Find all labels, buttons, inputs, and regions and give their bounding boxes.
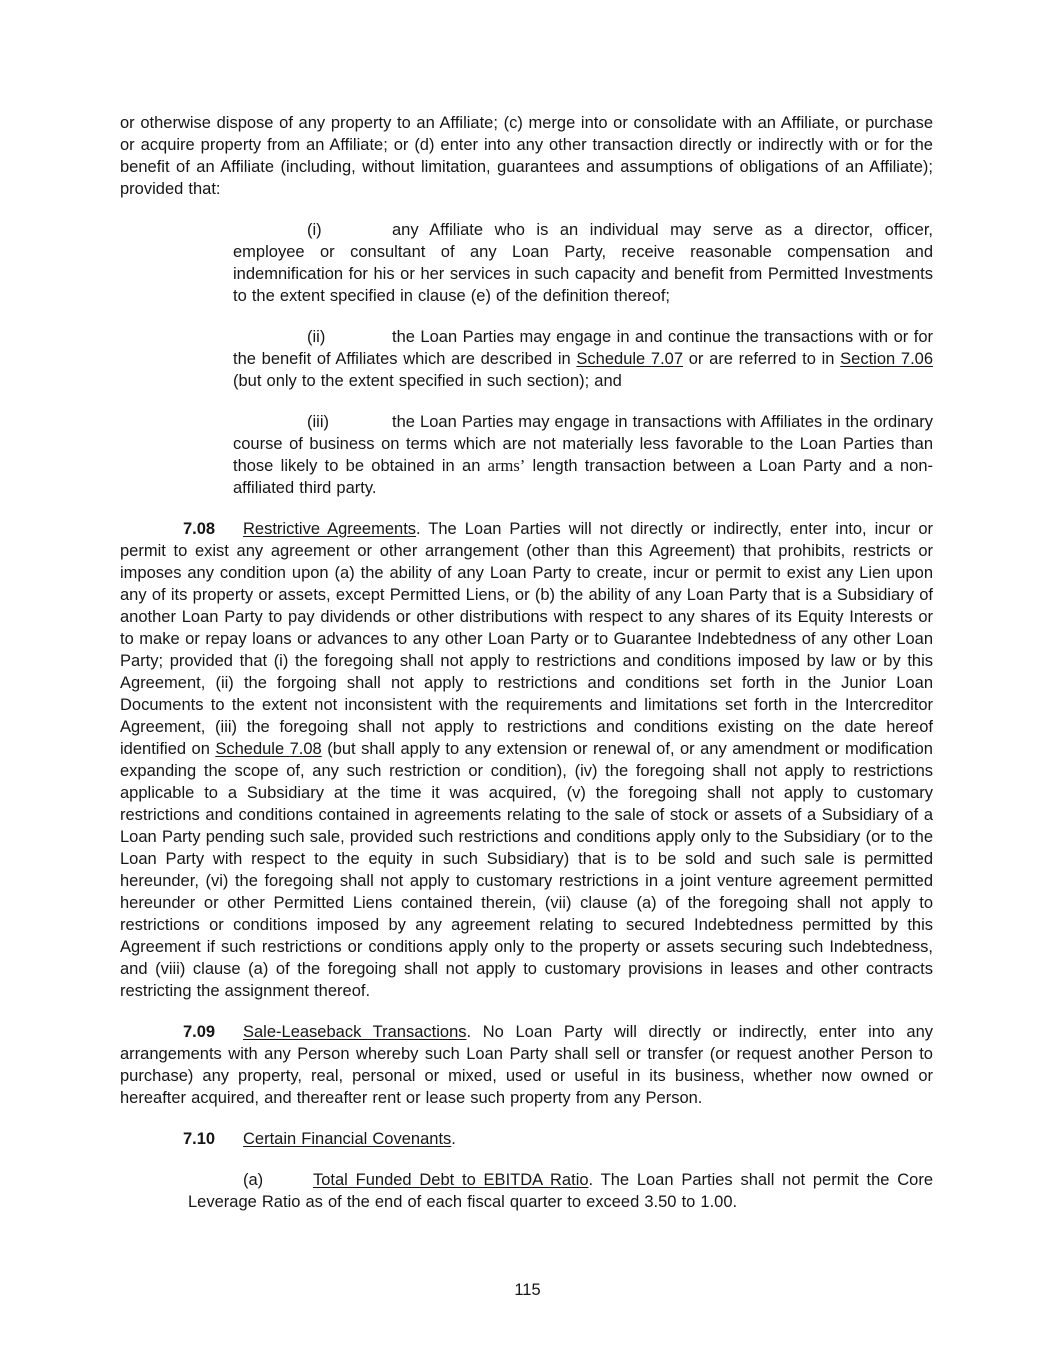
cross-reference-schedule-7-08: Schedule 7.08 bbox=[215, 740, 322, 758]
clause-a-label: (a) bbox=[243, 1171, 264, 1189]
clause-ii-label: (ii) bbox=[307, 328, 326, 346]
clause-ii-text: the Loan Parties may engage in and continue the transactions with or for the benefit of Affiliates which are described in bbox=[233, 328, 933, 368]
section-7-09-heading: Sale-Leaseback Transactions bbox=[243, 1023, 467, 1041]
clause-a-heading: Total Funded Debt to EBITDA Ratio bbox=[313, 1171, 589, 1189]
section-7-08-text: . The Loan Parties will not directly or indirectly, enter into, incur or permit to exist any agreement or other arrangement (other than this Agreement) that prohibits, restricts or imposes any condition upon (a) the ability of any Loan Party to create, incur or permit to exist any Lien upon any of its property or assets, except Permitted Liens, or (b) the ability of any Loan Party that is a Subsidiary of another Loan Party to pay dividends or other distributions with respect to any shares of its Equity Interests or to make or repay loans or advances to any other Loan Party or to Guarantee Indebtedness of any other Loan Party; provided that (i) the foregoing shall not apply to restrictions and conditions imposed by law or by this Agreement, (ii) the forgoing shall not apply to restrictions and conditions set forth in the Junior Loan Documents to the extent not inconsistent with the requirements and limitations set forth in the Intercreditor Agreement, (iii) the foregoing shall not apply to restrictions and conditions existing on the date hereof identified on bbox=[120, 520, 933, 758]
section-7-10-number: 7.10 bbox=[183, 1130, 216, 1148]
cross-reference-schedule-7-07: Schedule 7.07 bbox=[576, 350, 684, 368]
section-7-09-number: 7.09 bbox=[183, 1023, 216, 1041]
cross-reference-section-7-06: Section 7.06 bbox=[840, 350, 934, 368]
clause-a-text: . The Loan Parties shall not permit the Core Leverage Ratio as of the end of each fiscal quarter to exceed 3.50 to 1.00. bbox=[188, 1171, 933, 1211]
clause-i-text: any Affiliate who is an individual may serve as a director, officer, employee or consultant of any Loan Party, receive reasonable compensation and indemnification for his or her services in such capacity and benefit from Permitted Investments to the extent specified in clause (e) of the definition thereof; bbox=[233, 221, 933, 305]
section-7-08-text: (but shall apply to any extension or renewal of, or any amendment or modification expanding the scope of, any such restriction or condition), (iv) the foregoing shall not apply to restrictions applicable to a Subsidiary at the time it was acquired, (v) the foregoing shall not apply to customary restrictions and conditions contained in agreements relating to the sale of stock or assets of a Subsidiary of a Loan Party pending such sale, provided such restrictions and conditions apply only to the Subsidiary (or to the Loan Party with respect to the equity in such Subsidiary) that is to be sold and such sale is permitted hereunder, (vi) the foregoing shall not apply to customary restrictions in a joint venture agreement permitted hereunder or other Permitted Liens contained therein, (vii) clause (a) of the foregoing shall not apply to restrictions or conditions imposed by any agreement relating to secured Indebtedness permitted by this Agreement if such restrictions or conditions apply only to the property or assets securing such Indebtedness, and (viii) clause (a) of the foregoing shall not apply to customary provisions in leases and other contracts restricting the assignment thereof. bbox=[120, 740, 933, 1000]
section-7-08-number: 7.08 bbox=[183, 520, 216, 538]
clause-iii-label: (iii) bbox=[307, 413, 329, 431]
paragraph-affiliate-transactions bbox=[120, 112, 933, 200]
clause-a bbox=[188, 1169, 933, 1213]
clause-iii bbox=[233, 411, 933, 499]
clause-ii-text: (but only to the extent specified in such section); and bbox=[233, 372, 622, 390]
section-7-09 bbox=[120, 1021, 933, 1109]
clause-iii-serif-word: arms’ bbox=[487, 456, 526, 475]
clause-i bbox=[233, 219, 933, 307]
section-7-09-text: . No Loan Party will directly or indirectly, enter into any arrangements with any Person whereby such Loan Party shall sell or transfer (or request another Person to purchase) any property, real, personal or mixed, used or useful in its business, whether now owned or hereafter acquired, and thereafter rent or lease such property from any Person. bbox=[120, 1023, 933, 1107]
section-7-10-text: . bbox=[451, 1130, 456, 1148]
page-number: 115 bbox=[514, 1281, 541, 1299]
section-7-08 bbox=[120, 518, 933, 1002]
clause-iii-text: length transaction between a Loan Party and a non-affiliated third party. bbox=[233, 457, 934, 497]
section-7-08-heading: Restrictive Agreements bbox=[243, 520, 417, 538]
clause-iii-text: the Loan Parties may engage in transactions with Affiliates in the ordinary course of business on terms which are not materially less favorable to the Loan Parties than those likely to be obtained in an bbox=[233, 413, 933, 475]
clause-ii bbox=[233, 326, 933, 392]
document-body bbox=[120, 112, 933, 1213]
section-7-10-heading: Certain Financial Covenants bbox=[243, 1130, 452, 1148]
section-7-10 bbox=[120, 1128, 933, 1150]
clause-i-label: (i) bbox=[307, 221, 322, 239]
paragraph-text: or otherwise dispose of any property to an Affiliate; (c) merge into or consolidate with an Affiliate, or purchase or acquire property from an Affiliate; or (d) enter into any other transaction directly or indirectly with or for the benefit of an Affiliate (including, without limitation, guarantees and assumptions of obligations of an Affiliate); provided that: bbox=[120, 114, 933, 198]
clause-ii-text: or are referred to in bbox=[683, 350, 841, 368]
